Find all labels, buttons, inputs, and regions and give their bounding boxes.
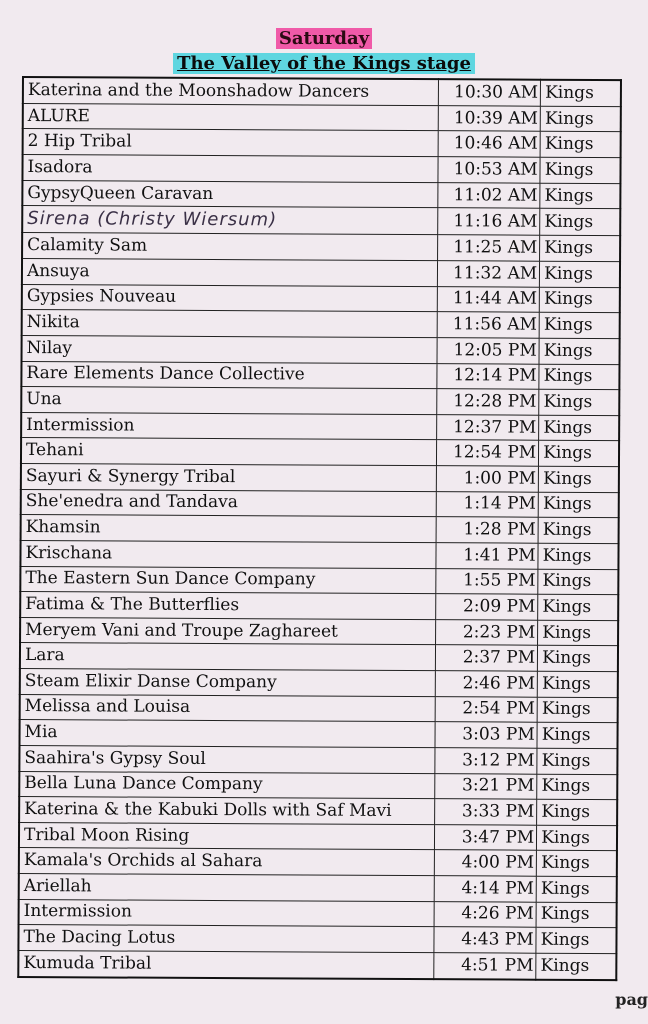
stage-name: Kings bbox=[536, 953, 616, 980]
performance-time: 12:54 PM bbox=[436, 440, 538, 466]
table-row bbox=[22, 335, 620, 364]
table-row bbox=[21, 387, 619, 416]
stage-name: Kings bbox=[539, 287, 619, 313]
performance-time: 1:28 PM bbox=[436, 517, 538, 543]
performer-name: Tribal Moon Rising bbox=[19, 822, 434, 850]
stage-name: Kings bbox=[538, 594, 618, 620]
performance-time: 4:51 PM bbox=[434, 953, 536, 980]
table-row bbox=[19, 848, 617, 877]
stage-name: Kings bbox=[538, 646, 618, 672]
performance-time: 10:30 AM bbox=[438, 79, 540, 106]
performer-name: Isadora bbox=[22, 155, 437, 183]
stage-name: Kings bbox=[537, 799, 617, 825]
table-row bbox=[21, 464, 619, 493]
day-heading-text: Saturday bbox=[276, 28, 372, 49]
performer-name: Fatima & The Butterflies bbox=[20, 592, 435, 620]
table-row bbox=[19, 822, 617, 851]
stage-name: Kings bbox=[537, 697, 617, 723]
performance-time: 4:43 PM bbox=[434, 927, 536, 953]
performance-time: 10:53 AM bbox=[438, 157, 540, 183]
performance-time: 12:05 PM bbox=[437, 338, 539, 364]
performer-name: The Eastern Sun Dance Company bbox=[20, 566, 435, 594]
stage-name: Kings bbox=[540, 261, 620, 287]
performance-time: 2:37 PM bbox=[435, 645, 537, 671]
table-row bbox=[22, 180, 620, 209]
stage-name: Kings bbox=[538, 620, 618, 646]
performer-name: Khamsin bbox=[21, 515, 436, 543]
performer-name: Calamity Sam bbox=[22, 233, 437, 261]
stage-name: Kings bbox=[537, 825, 617, 851]
performance-time: 2:23 PM bbox=[435, 619, 537, 645]
stage-name: Kings bbox=[539, 312, 619, 338]
performer-name: Katerina & the Kabuki Dolls with Saf Mavi bbox=[19, 797, 434, 825]
performer-name: Lara bbox=[20, 643, 435, 671]
performer-name: Nikita bbox=[22, 310, 437, 338]
performer-name: Tehani bbox=[21, 438, 436, 466]
performance-time: 11:25 AM bbox=[437, 235, 539, 261]
performance-time: 12:28 PM bbox=[437, 389, 539, 415]
schedule-body bbox=[18, 77, 621, 980]
table-row bbox=[19, 797, 617, 826]
performance-time: 3:47 PM bbox=[434, 824, 536, 850]
performance-time: 12:37 PM bbox=[436, 414, 538, 440]
stage-name: Kings bbox=[539, 389, 619, 415]
performer-name: Mia bbox=[19, 720, 434, 748]
table-row bbox=[22, 155, 620, 184]
table-row bbox=[23, 77, 621, 106]
table-row bbox=[21, 515, 619, 544]
table-row bbox=[20, 694, 618, 723]
performer-name: Kumuda Tribal bbox=[18, 950, 433, 979]
table-row bbox=[19, 720, 617, 749]
stage-name: Kings bbox=[540, 236, 620, 262]
performance-time: 11:32 AM bbox=[437, 261, 539, 287]
stage-name: Kings bbox=[539, 415, 619, 441]
performance-time: 2:09 PM bbox=[436, 594, 538, 620]
stage-name: Kings bbox=[539, 338, 619, 364]
performer-name: Ariellah bbox=[19, 874, 434, 902]
performer-name: Katerina and the Moonshadow Dancers bbox=[23, 77, 438, 106]
table-row bbox=[22, 259, 620, 288]
performer-name: Intermission bbox=[19, 899, 434, 927]
performer-name: Gypsies Nouveau bbox=[22, 284, 437, 312]
performance-time: 3:12 PM bbox=[435, 748, 537, 774]
stage-name: Kings bbox=[537, 748, 617, 774]
stage-name: Kings bbox=[536, 927, 616, 953]
table-row bbox=[23, 103, 621, 132]
stage-name: Kings bbox=[539, 466, 619, 492]
performance-time: 1:55 PM bbox=[436, 568, 538, 594]
performer-name: Ansuya bbox=[22, 259, 437, 287]
stage-name: Kings bbox=[539, 441, 619, 467]
stage-name: Kings bbox=[540, 157, 620, 183]
table-row bbox=[20, 540, 618, 569]
performer-name: Steam Elixir Danse Company bbox=[20, 669, 435, 697]
stage-name: Kings bbox=[537, 722, 617, 748]
performer-name: Una bbox=[21, 387, 436, 415]
performer-name: Intermission bbox=[21, 412, 436, 440]
stage-name: Kings bbox=[540, 183, 620, 209]
table-row bbox=[20, 669, 618, 698]
performance-time: 11:56 AM bbox=[437, 312, 539, 338]
performance-time: 11:16 AM bbox=[438, 208, 540, 236]
table-row bbox=[18, 925, 616, 954]
stage-name: Kings bbox=[538, 492, 618, 518]
performance-time: 3:33 PM bbox=[434, 799, 536, 825]
page-footer: pag bbox=[615, 990, 648, 1009]
stage-name: Kings bbox=[538, 543, 618, 569]
table-row bbox=[20, 592, 618, 621]
performance-time: 12:14 PM bbox=[437, 363, 539, 389]
stage-name: Kings bbox=[537, 851, 617, 877]
performer-name: Saahira's Gypsy Soul bbox=[19, 745, 434, 773]
stage-name: Kings bbox=[540, 209, 620, 236]
stage-heading bbox=[0, 53, 648, 74]
stage-name: Kings bbox=[536, 876, 616, 902]
schedule-sheet bbox=[17, 76, 622, 981]
stage-name: Kings bbox=[536, 902, 616, 928]
stage-name: Kings bbox=[540, 106, 620, 132]
stage-name: Kings bbox=[538, 517, 618, 543]
performance-time: 4:00 PM bbox=[434, 850, 536, 876]
stage-name: Kings bbox=[541, 80, 621, 107]
table-row bbox=[21, 361, 619, 390]
stage-name: Kings bbox=[537, 671, 617, 697]
performance-time: 11:44 AM bbox=[437, 286, 539, 312]
table-row bbox=[19, 899, 617, 928]
performer-name: 2 Hip Tribal bbox=[23, 129, 438, 157]
schedule-table bbox=[17, 76, 622, 981]
stage-name: Kings bbox=[538, 569, 618, 595]
performance-time: 4:14 PM bbox=[434, 876, 536, 902]
performer-name: Sayuri & Synergy Tribal bbox=[21, 464, 436, 492]
day-heading bbox=[0, 28, 648, 49]
table-row bbox=[21, 412, 619, 441]
table-row bbox=[22, 233, 620, 262]
stage-name: Kings bbox=[537, 774, 617, 800]
table-row bbox=[19, 745, 617, 774]
table-row bbox=[23, 129, 621, 158]
stage-name: Kings bbox=[539, 364, 619, 390]
performance-time: 3:21 PM bbox=[435, 773, 537, 799]
table-row bbox=[22, 206, 620, 236]
table-row bbox=[21, 438, 619, 467]
performance-time: 2:46 PM bbox=[435, 671, 537, 697]
table-row bbox=[20, 643, 618, 672]
table-row bbox=[19, 874, 617, 903]
performer-name: Rare Elements Dance Collective bbox=[21, 361, 436, 389]
performer-name: Bella Luna Dance Company bbox=[19, 771, 434, 799]
performer-name: Nilay bbox=[22, 335, 437, 363]
performer-name: Kamala's Orchids al Sahara bbox=[19, 848, 434, 876]
performer-name: Krischana bbox=[20, 540, 435, 568]
stage-name: Kings bbox=[540, 132, 620, 158]
performer-name: She'enedra and Tandava bbox=[21, 489, 436, 517]
performance-time: 1:14 PM bbox=[436, 491, 538, 517]
table-row bbox=[22, 284, 620, 313]
performance-time: 11:02 AM bbox=[438, 182, 540, 208]
stage-heading-text: The Valley of the Kings stage bbox=[173, 53, 475, 74]
performance-time: 1:00 PM bbox=[436, 466, 538, 492]
performance-time: 4:26 PM bbox=[434, 901, 536, 927]
table-row bbox=[20, 566, 618, 595]
table-row bbox=[22, 310, 620, 339]
performer-name: GypsyQueen Caravan bbox=[22, 180, 437, 208]
performance-time: 10:39 AM bbox=[438, 106, 540, 132]
table-row bbox=[20, 617, 618, 646]
performer-name: The Dacing Lotus bbox=[18, 925, 433, 953]
performance-time: 1:41 PM bbox=[436, 543, 538, 569]
performance-time: 10:46 AM bbox=[438, 131, 540, 157]
table-row bbox=[19, 771, 617, 800]
table-row bbox=[18, 950, 616, 980]
performer-name: Sirena (Christy Wiersum) bbox=[22, 206, 437, 235]
performer-name: ALURE bbox=[23, 103, 438, 131]
table-row bbox=[21, 489, 619, 518]
performer-name: Melissa and Louisa bbox=[20, 694, 435, 722]
performance-time: 2:54 PM bbox=[435, 696, 537, 722]
performer-name: Meryem Vani and Troupe Zaghareet bbox=[20, 617, 435, 645]
performance-time: 3:03 PM bbox=[435, 722, 537, 748]
